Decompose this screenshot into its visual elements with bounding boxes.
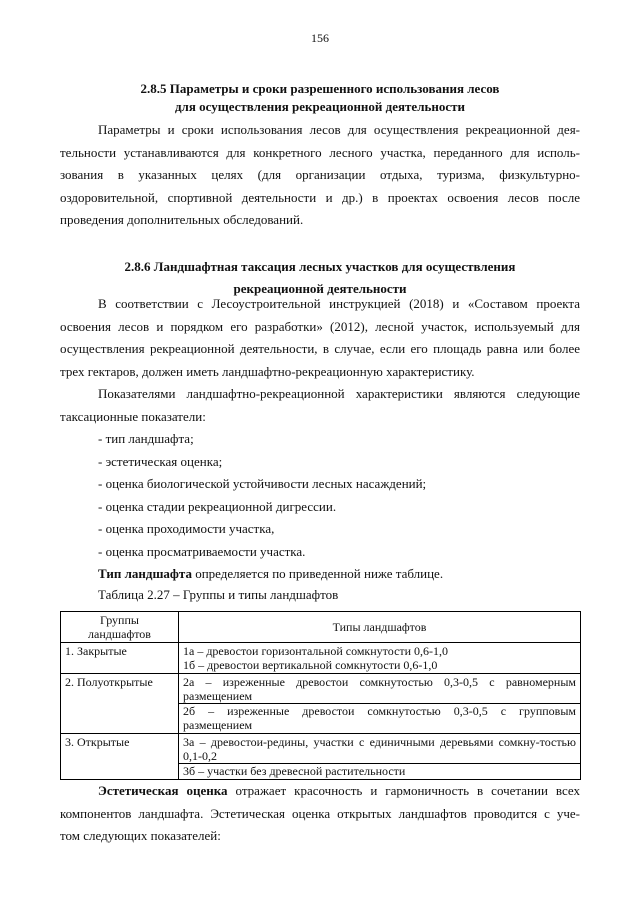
table-row — [61, 643, 581, 674]
table-cell-types — [179, 643, 581, 674]
text-line: таксационные показатели: — [60, 408, 206, 424]
type-entry: 2а – изреженные древостои сомкнутостью 0,3-0,5 с равномерным размещением — [183, 675, 576, 703]
landscape-type-term: Тип ландшафта — [98, 566, 192, 581]
text-line: освоения лесов и порядком его разработки» (2012), лесной участок, используемый для — [60, 318, 580, 334]
text-line: трех гектаров, должен иметь ландшафтно-рекреационную характеристику. — [60, 363, 475, 379]
heading-line: 2.8.6 Ландшафтная таксация лесных участков для осуществления — [124, 259, 516, 274]
landscape-types-table — [60, 611, 581, 780]
type-entry: 1б – древостои вертикальной сомкнутости 0,6-1,0 — [183, 658, 438, 672]
text-line: том следующих показателей: — [60, 828, 221, 843]
text-line: осуществления рекреационной деятельности, в случае, если его площадь равна или более — [60, 341, 580, 356]
type-entry: 3б – участки без древесной растительности — [183, 764, 406, 778]
text-line: оздоровительной, спортивной деятельности и др.) в проектах освоения лесов после — [60, 189, 580, 205]
text-line: тельности устанавливаются для конкретного лесного участка, переданного для исполь- — [60, 144, 580, 160]
landscape-type-text: определяется по приведенной ниже таблице. — [191, 566, 444, 581]
list-item: - эстетическая оценка; — [98, 453, 223, 469]
table-row — [61, 734, 581, 780]
text-line: Параметры и сроки использования лесов для осуществления рекреационной дея- — [98, 122, 580, 137]
section-heading-2-8-5 — [60, 80, 580, 116]
text-line: проведения дополнительных обследований. — [60, 212, 304, 227]
text-line: компонентов ландшафта. Эстетическая оценка открытых ландшафтов проводится с уче- — [60, 805, 580, 821]
table-header-row — [61, 612, 581, 643]
list-item: - оценка биологической устойчивости лесных насаждений; — [98, 476, 427, 491]
indicator-list — [98, 428, 426, 563]
text-line: Показателями ландшафтно-рекреационной характеристики являются следующие — [98, 386, 580, 401]
type-entry: 1а – древостои горизонтальной сомкнутости 0,6-1,0 — [183, 644, 449, 658]
table-row — [61, 674, 581, 734]
page-number: 156 — [311, 31, 329, 45]
paragraph-landscape-type — [98, 563, 580, 586]
table-header-groups: Группы ландшафтов — [61, 612, 179, 643]
text-line: В соответствии с Лесоустроительной инструкцией (2018) и «Составом проекта — [98, 296, 580, 311]
table-cell-types — [179, 674, 581, 734]
list-item: - оценка проходимости участка, — [98, 521, 275, 536]
aesthetic-term: Эстетическая оценка — [98, 783, 228, 798]
heading-line: 2.8.5 Параметры и сроки разрешенного использования лесов — [140, 81, 500, 96]
type-entry: 2б – изреженные древостои сомкнутостью 0,3-0,5 с групповым размещением — [183, 704, 576, 732]
table-cell-group: 1. Закрытые — [61, 643, 179, 674]
table-header-types: Типы ландшафтов — [179, 612, 581, 643]
heading-line: для осуществления рекреационной деятельности — [174, 99, 466, 114]
table-caption — [98, 584, 580, 607]
list-item: - оценка стадии рекреационной дигрессии. — [98, 498, 337, 514]
paragraph-usage-parameters — [60, 119, 580, 232]
caption-text: Таблица 2.27 – Группы и типы ландшафтов — [98, 587, 339, 602]
type-entry: 3а – древостои-редины, участки с единичными деревьями сомкну-тостью 0,1-0,2 — [183, 735, 576, 763]
table-cell-types — [179, 734, 581, 780]
list-item: - оценка просматриваемости участка. — [98, 543, 306, 559]
list-item: - тип ландшафта; — [98, 431, 194, 446]
table-cell-group: 3. Открытые — [61, 734, 179, 780]
heading-line: рекреационной деятельности — [233, 281, 407, 296]
paragraph-indicators — [60, 383, 580, 428]
aesthetic-text: отражает красочность и гармоничность в сочетании всех — [227, 783, 580, 798]
table-cell-group: 2. Полуоткрытые — [61, 674, 179, 734]
text-line: зования в указанных целях (для организации отдыха, туризма, физкультурно- — [60, 167, 580, 182]
paragraph-aesthetic — [60, 780, 580, 848]
paragraph-instruction — [60, 293, 580, 383]
